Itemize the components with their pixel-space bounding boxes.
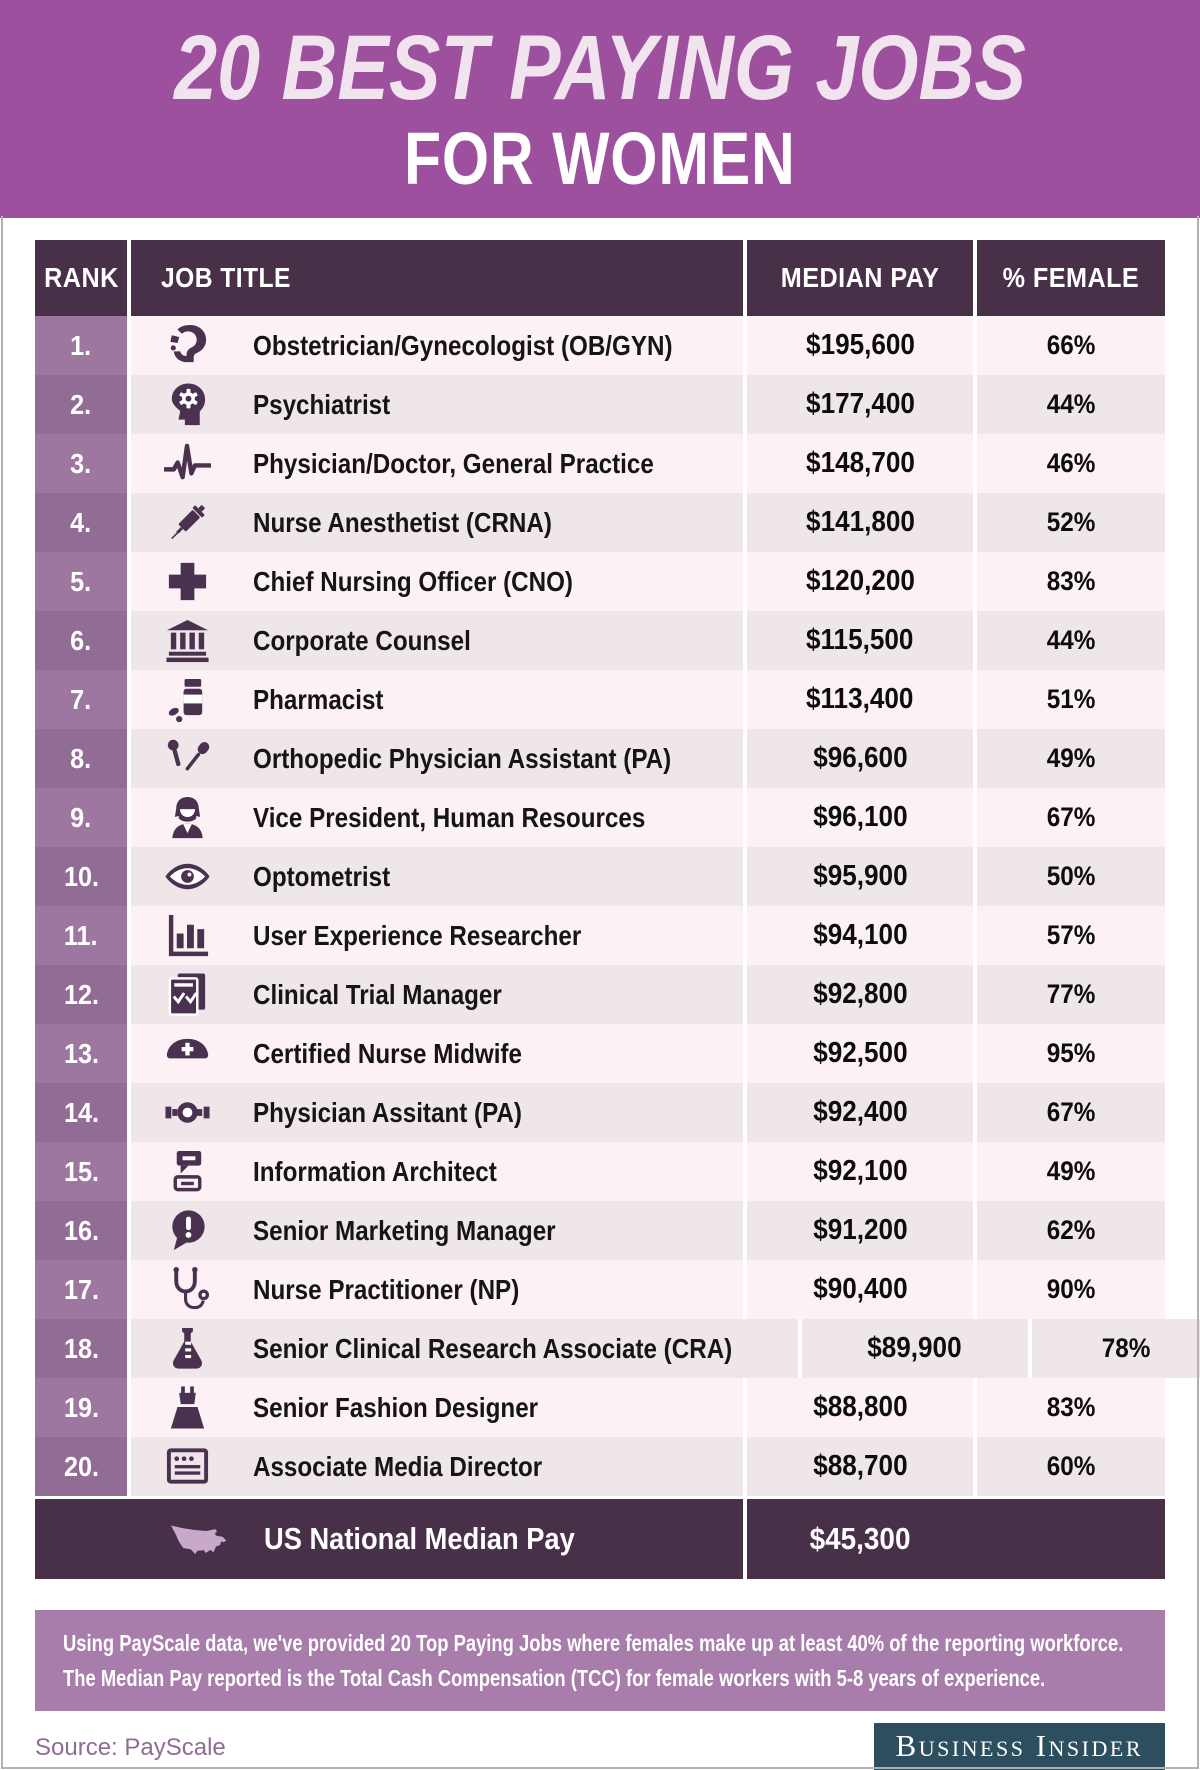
pct-female-cell [977,906,1165,965]
job-title-label: Corporate Counsel [253,624,471,656]
median-pay-cell [747,552,973,611]
usa-map-icon [168,1516,234,1562]
median-pay-cell [747,316,973,375]
job-title-cell [131,1437,743,1496]
table-row [35,1378,1165,1437]
stethoscope-icon [161,1265,213,1315]
rank-number: 16. [63,1214,99,1246]
cross-icon [161,557,213,607]
job-title-label: Chief Nursing Officer (CNO) [253,565,573,597]
median-pay-value: $88,700 [812,1450,908,1482]
job-title-cell [131,1378,743,1437]
median-pay-cell [802,1319,1028,1378]
job-title-cell [131,375,743,434]
footer-bar [35,1723,1165,1770]
rank-cell [35,729,127,788]
bar-chart-icon [161,911,213,961]
pct-female-cell [977,611,1165,670]
table-row [35,670,1165,729]
flask-icon [161,1324,213,1374]
rank-number: 1. [70,329,92,361]
rank-number: 15. [63,1155,99,1187]
job-title-label: Obstetrician/Gynecologist (OB/GYN) [253,329,673,361]
job-title-cell [131,788,743,847]
pct-female-value: 52% [1046,507,1096,537]
job-title-label: Orthopedic Physician Assistant (PA) [253,742,672,774]
column-header-pct-female: % FEMALE [977,240,1165,316]
median-pay-value: $177,400 [805,388,915,420]
pct-female-value: 51% [1046,684,1096,714]
methodology-note [35,1610,1165,1711]
rank-number: 10. [63,860,99,892]
rank-number: 13. [63,1037,99,1069]
source-credit: Source: PayScale [35,1734,226,1761]
rank-cell [35,1142,127,1201]
pct-female-value: 49% [1046,1156,1096,1186]
job-title-cell [131,729,743,788]
job-title-cell [131,670,743,729]
rank-cell [35,611,127,670]
rank-cell [35,965,127,1024]
pct-female-value: 77% [1046,979,1096,1009]
pct-female-value: 62% [1046,1215,1096,1245]
median-pay-value: $141,800 [805,506,915,538]
job-title-cell [131,434,743,493]
table-row [35,965,1165,1024]
rank-cell [35,493,127,552]
rank-cell [35,847,127,906]
job-title-cell [131,1260,743,1319]
summary-label: US National Median Pay [264,1521,575,1556]
table-row [35,788,1165,847]
pct-female-cell [977,375,1165,434]
table-row [35,493,1165,552]
pct-female-value: 60% [1046,1451,1096,1481]
table-row [35,316,1165,375]
page-subtitle: FOR WOMEN [404,117,796,200]
median-pay-value: $120,200 [805,565,915,597]
job-title-label: Nurse Practitioner (NP) [253,1273,520,1305]
job-title-cell [131,847,743,906]
rank-number: 19. [63,1391,99,1423]
syringe-icon [161,498,213,548]
rank-number: 11. [64,919,98,951]
pct-female-value: 44% [1046,625,1096,655]
summary-pay-value: $45,300 [809,1521,911,1556]
job-title-label: Certified Nurse Midwife [253,1037,522,1069]
rank-cell [35,1201,127,1260]
pct-female-cell [977,965,1165,1024]
job-title-label: Physician/Doctor, General Practice [253,447,654,479]
median-pay-value: $91,200 [812,1214,908,1246]
job-title-label: Vice President, Human Resources [253,801,646,833]
job-title-label: Senior Fashion Designer [253,1391,539,1423]
ekg-icon [161,439,213,489]
table-row [35,1083,1165,1142]
nurse-cap-icon [161,1029,213,1079]
median-pay-value: $96,100 [812,801,908,833]
rank-number: 3. [70,447,92,479]
rank-number: 20. [63,1450,99,1482]
rank-number: 18. [63,1332,99,1364]
column-header-job-title: JOB TITLE [131,240,743,316]
pct-female-value: 57% [1046,920,1096,950]
methodology-note-text: Using PayScale data, we've provided 20 Top Paying Jobs where females make up at least 40% of the reporting workforce. The Median Pay reported is the Total Cash Compensation (TCC) for female workers with 5-8 years of experience. [63,1630,1124,1691]
median-pay-value: $92,100 [812,1155,908,1187]
clipboard-checks-icon [161,970,213,1020]
table-body [35,316,1165,1496]
median-pay-cell [747,434,973,493]
job-title-cell [131,965,743,1024]
job-title-cell [131,1083,743,1142]
median-pay-value: $92,800 [812,978,908,1010]
bank-icon [161,616,213,666]
rank-cell [35,552,127,611]
median-pay-cell [747,1142,973,1201]
rank-cell [35,1024,127,1083]
rank-cell [35,1083,127,1142]
rank-cell [35,670,127,729]
pct-female-cell [977,1201,1165,1260]
job-title-cell [131,906,743,965]
table-row [35,611,1165,670]
job-title-cell [131,316,743,375]
info-arch-icon [161,1147,213,1197]
rank-cell [35,788,127,847]
ortho-tools-icon [161,734,213,784]
median-pay-cell [747,847,973,906]
pct-female-value: 83% [1046,1392,1096,1422]
job-title-label: Senior Marketing Manager [253,1214,556,1246]
job-title-cell [131,1024,743,1083]
pct-female-value: 78% [1101,1333,1150,1363]
pct-female-cell [977,1378,1165,1437]
median-pay-value: $90,400 [812,1273,908,1305]
table-header-row [35,240,1165,316]
median-pay-cell [747,493,973,552]
rank-number: 9. [70,801,92,833]
table-row [35,1024,1165,1083]
pct-female-value: 44% [1046,389,1096,419]
job-title-label: Clinical Trial Manager [253,978,502,1010]
table-row [35,1142,1165,1201]
job-title-cell [131,552,743,611]
pct-female-value: 67% [1046,1097,1096,1127]
pct-female-cell [1032,1319,1200,1378]
median-pay-value: $148,700 [805,447,915,479]
pct-female-cell [977,788,1165,847]
dress-icon [161,1383,213,1433]
job-title-label: Nurse Anesthetist (CRNA) [253,506,552,538]
job-title-cell [131,1319,798,1378]
median-pay-cell [747,1437,973,1496]
summary-pay-cell [747,1499,1165,1579]
median-pay-value: $92,500 [812,1037,908,1069]
table-row [35,1319,1165,1378]
median-pay-value: $115,500 [806,624,914,656]
median-pay-cell [747,1378,973,1437]
median-pay-cell [747,1201,973,1260]
pct-female-cell [977,1142,1165,1201]
pct-female-cell [977,1437,1165,1496]
pct-female-value: 49% [1046,743,1096,773]
median-pay-cell [747,1260,973,1319]
head-gear-icon [161,380,213,430]
job-title-cell [131,611,743,670]
eye-icon [161,852,213,902]
table-row [35,1201,1165,1260]
median-pay-cell [747,1083,973,1142]
table-row [35,1437,1165,1496]
rank-cell [35,1260,127,1319]
rank-number: 2. [70,388,92,420]
table-row [35,552,1165,611]
job-title-label: Pharmacist [253,683,384,715]
rank-cell [35,906,127,965]
job-title-cell [131,1201,743,1260]
rank-number: 17. [63,1273,99,1305]
pct-female-cell [977,729,1165,788]
job-title-label: Senior Clinical Research Associate (CRA) [253,1332,733,1364]
pct-female-cell [977,670,1165,729]
rank-number: 6. [70,624,92,656]
jobs-table [35,240,1165,1496]
pct-female-cell [977,1024,1165,1083]
rank-cell [35,1378,127,1437]
median-pay-cell [747,1024,973,1083]
median-pay-cell [747,788,973,847]
column-header-median-pay: MEDIAN PAY [747,240,973,316]
median-pay-value: $113,400 [806,683,914,715]
median-pay-cell [747,965,973,1024]
table-row [35,847,1165,906]
median-pay-value: $88,800 [812,1391,908,1423]
median-pay-value: $89,900 [867,1332,962,1364]
rank-number: 7. [70,683,92,715]
median-pay-cell [747,375,973,434]
table-row [35,434,1165,493]
rank-number: 14. [63,1096,99,1128]
pct-female-cell [977,552,1165,611]
masthead [0,0,1200,218]
job-title-label: Associate Media Director [253,1450,543,1482]
pa-scope-icon [161,1088,213,1138]
pct-female-value: 95% [1046,1038,1096,1068]
woman-icon [161,793,213,843]
pct-female-value: 46% [1046,448,1096,478]
median-pay-cell [747,670,973,729]
median-pay-value: $95,900 [812,860,908,892]
job-title-label: Information Architect [253,1155,497,1187]
speech-excl-icon [161,1206,213,1256]
rank-number: 8. [70,742,92,774]
pct-female-cell [977,493,1165,552]
median-pay-cell [747,729,973,788]
rank-cell [35,434,127,493]
rank-number: 5. [70,565,92,597]
job-title-label: User Experience Researcher [253,919,582,951]
pct-female-cell [977,316,1165,375]
page-title: 20 BEST PAYING JOBS [174,17,1026,119]
pct-female-cell [977,1260,1165,1319]
pct-female-value: 83% [1046,566,1096,596]
rank-cell [35,316,127,375]
business-insider-logo: Business Insider [874,1723,1165,1770]
pct-female-cell [977,434,1165,493]
rank-number: 4. [70,506,92,538]
summary-row [35,1499,1165,1579]
media-card-icon [161,1442,213,1492]
table-row [35,1260,1165,1319]
table-row [35,906,1165,965]
job-title-label: Psychiatrist [253,388,391,420]
job-title-cell [131,493,743,552]
table-row [35,729,1165,788]
rank-cell [35,1319,127,1378]
median-pay-value: $94,100 [812,919,908,951]
median-pay-value: $96,600 [812,742,908,774]
median-pay-value: $195,600 [805,329,915,361]
rank-cell [35,1437,127,1496]
median-pay-cell [747,906,973,965]
pct-female-value: 67% [1046,802,1096,832]
summary-label-cell [35,1499,743,1579]
pct-female-value: 66% [1046,330,1096,360]
pct-female-cell [977,1083,1165,1142]
table-row [35,375,1165,434]
column-header-rank: RANK [35,240,127,316]
rank-number: 12. [63,978,99,1010]
fetus-icon [161,321,213,371]
job-title-label: Physician Assitant (PA) [253,1096,522,1128]
pill-bottle-icon [161,675,213,725]
pct-female-cell [977,847,1165,906]
job-title-label: Optometrist [253,860,391,892]
median-pay-cell [747,611,973,670]
pct-female-value: 50% [1046,861,1096,891]
rank-cell [35,375,127,434]
job-title-cell [131,1142,743,1201]
median-pay-value: $92,400 [812,1096,908,1128]
pct-female-value: 90% [1046,1274,1096,1304]
